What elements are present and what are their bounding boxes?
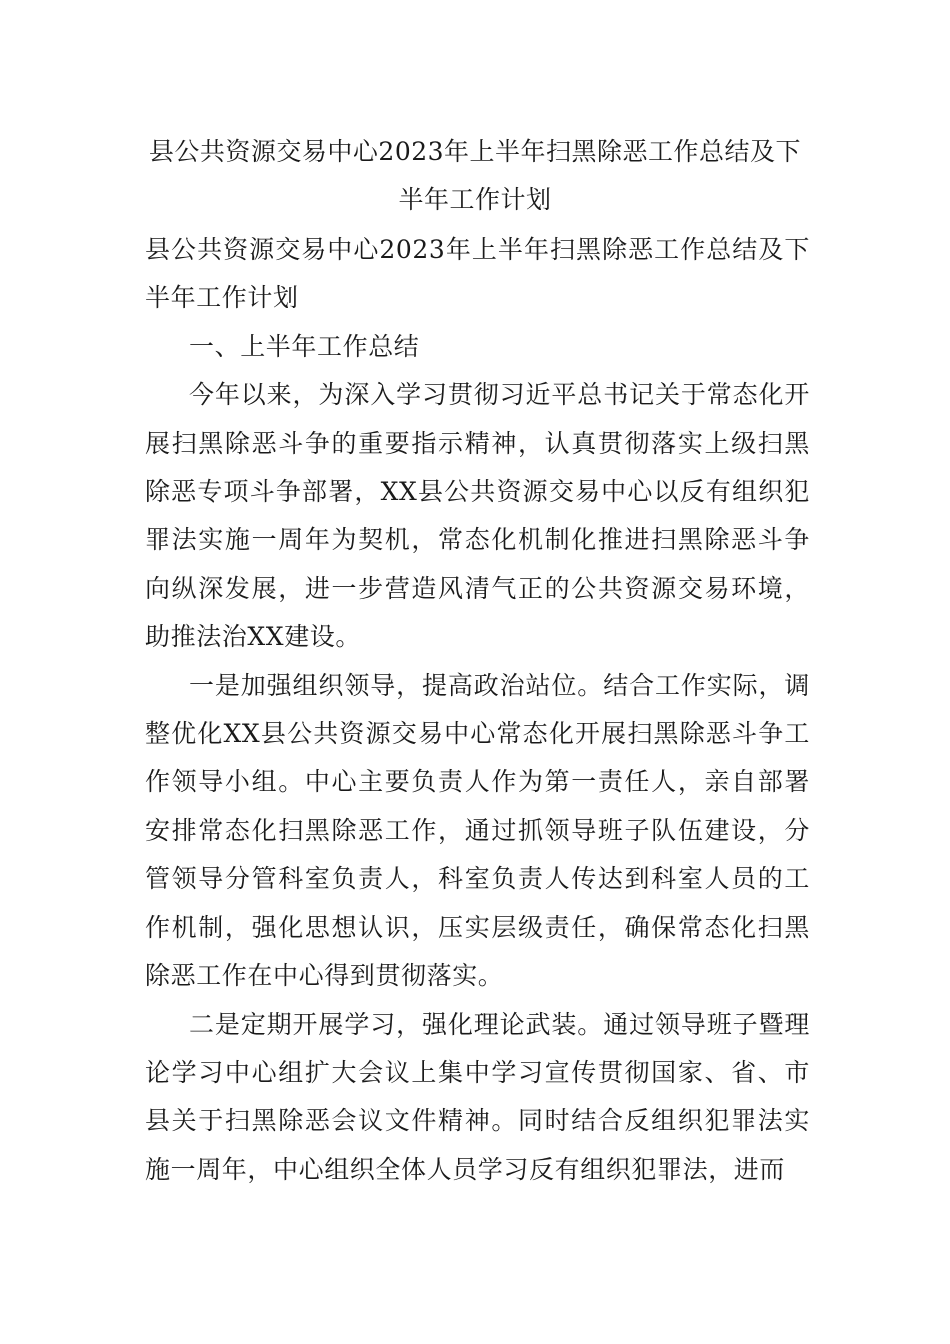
section-heading: 一、上半年工作总结 xyxy=(189,331,420,361)
document-title: 县公共资源交易中心2023年上半年扫黑除恶工作总结及下半年工作计划 xyxy=(148,137,802,214)
document-body xyxy=(145,226,810,1194)
body-paragraph: 今年以来，为深入学习贯彻习近平总书记关于常态化开展扫黑除恶斗争的重要指示精神，认真贯彻落实上级扫黑除恶专项斗争部署，XX县公共资源交易中心以反有组织犯罪法实施一周年为契机，常态化机制化推进扫黑除恶斗争向纵深发展，进一步营造风清气正的公共资源交易环境，助推法治XX建设。 xyxy=(145,380,810,652)
body-paragraph: 二是定期开展学习，强化理论武装。通过领导班子暨理论学习中心组扩大会议上集中学习宣传贯彻国家、省、市县关于扫黑除恶会议文件精神。同时结合反组织犯罪法实施一周年，中心组织全体人员学习反有组织犯罪法，进而 xyxy=(145,1009,810,1184)
body-paragraph: 一是加强组织领导，提高政治站位。结合工作实际，调整优化XX县公共资源交易中心常态化开展扫黑除恶斗争工作领导小组。中心主要负责人作为第一责任人，亲自部署安排常态化扫黑除恶工作，通过抓领导班子队伍建设，分管领导分管科室负责人，科室负责人传达到科室人员的工作机制，强化思想认识，压实层级责任，确保常态化扫黑除恶工作在中心得到贯彻落实。 xyxy=(145,670,810,991)
repeated-title-paragraph: 县公共资源交易中心2023年上半年扫黑除恶工作总结及下半年工作计划 xyxy=(145,235,810,313)
